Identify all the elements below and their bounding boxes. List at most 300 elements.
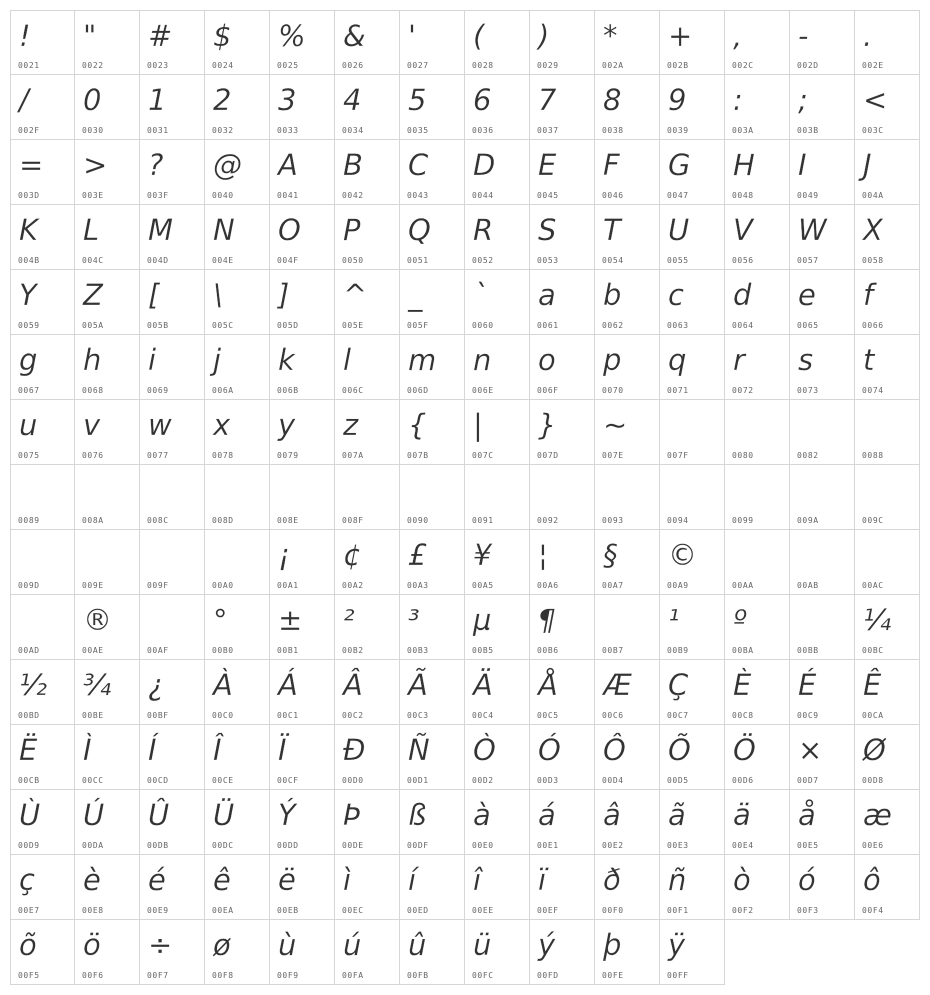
glyph-sample: U [668,213,690,247]
glyph-code-label: 0042 [342,191,364,200]
glyph-cell-00ae [75,595,140,660]
glyph-sample: ñ [668,863,687,897]
glyph-cell-0079 [270,400,335,465]
glyph-cell-00c4 [465,660,530,725]
glyph-code-label: 0045 [537,191,559,200]
glyph-code-label: 00AC [862,581,884,590]
glyph-cell-003c [855,75,920,140]
glyph-cell-00ec [335,855,400,920]
glyph-code-label: 00E9 [147,906,169,915]
glyph-cell-0022 [75,10,140,75]
glyph-cell-003d [10,140,75,205]
glyph-cell-00a5 [465,530,530,595]
glyph-cell-00c9 [790,660,855,725]
glyph-cell-00a1 [270,530,335,595]
glyph-cell-00f6 [75,920,140,985]
glyph-code-label: 00F6 [82,971,104,980]
glyph-sample: ¦ [538,538,548,572]
glyph-sample: w [148,408,172,442]
glyph-cell-002f [10,75,75,140]
glyph-cell-00b7 [595,595,660,660]
glyph-sample: C [408,148,429,182]
glyph-code-label: 00FE [602,971,624,980]
glyph-sample: ] [278,278,290,312]
glyph-cell-0080 [725,400,790,465]
glyph-sample: â [603,798,621,832]
glyph-code-label: 00A6 [537,581,559,590]
glyph-code-label: 0025 [277,61,299,70]
glyph-sample: \ [213,278,223,312]
glyph-code-label: 00CA [862,711,884,720]
glyph-code-label: 0034 [342,126,364,135]
glyph-sample: Á [278,668,298,702]
glyph-sample: ) [538,19,550,53]
glyph-code-label: 0078 [212,451,234,460]
glyph-sample: Ö [733,733,756,767]
glyph-cell-0063 [660,270,725,335]
glyph-sample: 6 [473,83,492,117]
glyph-cell-0069 [140,335,205,400]
glyph-cell-00c2 [335,660,400,725]
glyph-cell-00dd [270,790,335,855]
glyph-sample: i [148,343,157,377]
glyph-code-label: 00ED [407,906,429,915]
glyph-code-label: 0053 [537,256,559,265]
glyph-code-label: 009E [82,581,104,590]
glyph-code-label: 0082 [797,451,819,460]
glyph-sample: Û [148,798,170,832]
glyph-sample: ² [343,603,355,637]
glyph-sample: q [668,343,687,377]
glyph-cell-00f0 [595,855,660,920]
glyph-cell-0073 [790,335,855,400]
glyph-cell-0030 [75,75,140,140]
glyph-cell-00ce [205,725,270,790]
glyph-code-label: 0026 [342,61,364,70]
glyph-code-label: 0074 [862,386,884,395]
glyph-cell-00df [400,790,465,855]
glyph-cell-00e2 [595,790,660,855]
glyph-sample: ê [213,863,231,897]
glyph-code-label: 00AD [18,646,40,655]
glyph-code-label: 007A [342,451,364,460]
glyph-sample: ø [213,928,231,962]
glyph-sample: Õ [668,733,691,767]
glyph-sample: t [863,343,875,377]
glyph-cell-0093 [595,465,660,530]
glyph-code-label: 00DF [407,841,429,850]
glyph-sample: Ë [19,733,38,767]
glyph-sample: b [603,278,622,312]
glyph-cell-007d [530,400,595,465]
glyph-code-label: 0029 [537,61,559,70]
glyph-sample: ± [278,603,303,637]
glyph-code-label: 00BE [82,711,104,720]
glyph-cell-002a [595,10,660,75]
glyph-sample: z [343,408,359,442]
glyph-code-label: 00D7 [797,776,819,785]
glyph-code-label: 007C [472,451,494,460]
glyph-code-label: 005A [82,321,104,330]
glyph-code-label: 0038 [602,126,624,135]
glyph-sample: 9 [668,83,687,117]
glyph-cell-0049 [790,140,855,205]
glyph-sample: V [733,213,753,247]
glyph-cell-0046 [595,140,660,205]
glyph-code-label: 0051 [407,256,429,265]
glyph-cell-00cc [75,725,140,790]
glyph-code-label: 00B9 [667,646,689,655]
glyph-cell-00dc [205,790,270,855]
glyph-sample: þ [603,928,622,962]
glyph-cell-0034 [335,75,400,140]
glyph-code-label: 00A1 [277,581,299,590]
glyph-cell-0091 [465,465,530,530]
glyph-code-label: 00F8 [212,971,234,980]
glyph-sample: ( [473,19,485,53]
glyph-sample: B [343,148,363,182]
glyph-sample: £ [408,538,427,572]
glyph-cell-00c3 [400,660,465,725]
glyph-cell-003f [140,140,205,205]
glyph-code-label: 00BC [862,646,884,655]
glyph-code-label: 006E [472,386,494,395]
glyph-code-label: 0040 [212,191,234,200]
glyph-code-label: 00F7 [147,971,169,980]
glyph-cell-00be [75,660,140,725]
glyph-cell-0092 [530,465,595,530]
glyph-code-label: 0092 [537,516,559,525]
glyph-code-label: 0093 [602,516,624,525]
glyph-code-label: 0068 [82,386,104,395]
glyph-code-label: 00EC [342,906,364,915]
glyph-cell-00b0 [205,595,270,660]
glyph-sample: p [603,343,622,377]
glyph-cell-004c [75,205,140,270]
glyph-sample: § [603,538,618,572]
glyph-cell-00d4 [595,725,660,790]
glyph-code-label: 0041 [277,191,299,200]
glyph-cell-006e [465,335,530,400]
glyph-cell-00f5 [10,920,75,985]
glyph-sample: 8 [603,83,622,117]
glyph-cell-00ba [725,595,790,660]
glyph-code-label: 00F5 [18,971,40,980]
glyph-sample: m [408,343,437,377]
glyph-cell-00b2 [335,595,400,660]
glyph-code-label: 0063 [667,321,689,330]
glyph-code-label: 00E5 [797,841,819,850]
glyph-code-label: 0043 [407,191,429,200]
glyph-code-label: 00EE [472,906,494,915]
glyph-code-label: 00B6 [537,646,559,655]
glyph-sample: ~ [603,408,628,442]
glyph-cell-003e [75,140,140,205]
glyph-cell-008d [205,465,270,530]
glyph-sample: y [278,408,296,442]
glyph-code-label: 00A5 [472,581,494,590]
glyph-code-label: 00C4 [472,711,494,720]
glyph-code-label: 0024 [212,61,234,70]
glyph-cell-0053 [530,205,595,270]
glyph-cell-00d6 [725,725,790,790]
glyph-sample: M [148,213,174,247]
glyph-sample: J [863,148,872,182]
glyph-code-label: 006B [277,386,299,395]
glyph-cell-00e3 [660,790,725,855]
glyph-cell-0025 [270,10,335,75]
glyph-cell-00ad [10,595,75,660]
glyph-code-label: 0023 [147,61,169,70]
glyph-sample: Ó [538,733,561,767]
glyph-sample: & [343,19,366,53]
glyph-cell-0047 [660,140,725,205]
glyph-sample: ¹ [668,603,680,637]
glyph-sample: | [473,408,483,442]
glyph-cell-0043 [400,140,465,205]
glyph-code-label: 009D [18,581,40,590]
glyph-sample: 4 [343,83,362,117]
glyph-code-label: 00BA [732,646,754,655]
glyph-cell-00c5 [530,660,595,725]
glyph-code-label: 00C3 [407,711,429,720]
glyph-code-label: 00DA [82,841,104,850]
glyph-cell-002d [790,10,855,75]
glyph-cell-00f1 [660,855,725,920]
glyph-cell-0089 [10,465,75,530]
glyph-code-label: 008A [82,516,104,525]
glyph-cell-0055 [660,205,725,270]
glyph-cell-0059 [10,270,75,335]
glyph-cell-0067 [10,335,75,400]
glyph-sample: r [733,343,745,377]
glyph-cell-00cf [270,725,335,790]
glyph-code-label: 0036 [472,126,494,135]
glyph-code-label: 0070 [602,386,624,395]
glyph-cell-0066 [855,270,920,335]
glyph-cell-00d5 [660,725,725,790]
glyph-sample: Ï [278,733,287,767]
glyph-cell-00fe [595,920,660,985]
glyph-cell-0042 [335,140,400,205]
glyph-cell-005b [140,270,205,335]
glyph-sample: Ú [83,798,105,832]
glyph-cell-00a6 [530,530,595,595]
glyph-sample: f [863,278,874,312]
glyph-code-label: 004A [862,191,884,200]
glyph-code-label: 00B3 [407,646,429,655]
glyph-cell-00aa [725,530,790,595]
glyph-cell-0024 [205,10,270,75]
glyph-sample: ö [83,928,101,962]
glyph-code-label: 00BD [18,711,40,720]
glyph-sample: P [343,213,361,247]
glyph-sample: Z [83,278,103,312]
glyph-sample: { [408,408,427,442]
glyph-code-label: 0079 [277,451,299,460]
glyph-code-label: 00E8 [82,906,104,915]
glyph-code-label: 0044 [472,191,494,200]
glyph-code-label: 0049 [797,191,819,200]
glyph-sample: Ý [278,798,296,832]
glyph-code-label: 003F [147,191,169,200]
glyph-cell-0023 [140,10,205,75]
glyph-cell-003b [790,75,855,140]
glyph-cell-00bd [10,660,75,725]
glyph-cell-005a [75,270,140,335]
glyph-code-label: 00AE [82,646,104,655]
glyph-code-label: 00E3 [667,841,689,850]
glyph-sample: à [473,798,491,832]
glyph-code-label: 0056 [732,256,754,265]
glyph-sample: e [798,278,816,312]
glyph-sample: Î [213,733,222,767]
glyph-sample: Ã [408,668,428,702]
glyph-code-label: 0039 [667,126,689,135]
glyph-cell-008f [335,465,400,530]
glyph-sample: ý [538,928,556,962]
glyph-code-label: 008E [277,516,299,525]
glyph-sample: : [733,83,743,117]
glyph-cell-009f [140,530,205,595]
glyph-cell-00b1 [270,595,335,660]
glyph-cell-00a0 [205,530,270,595]
glyph-cell-007a [335,400,400,465]
glyph-sample: Í [148,733,157,767]
glyph-sample: É [798,668,817,702]
glyph-cell-00b6 [530,595,595,660]
glyph-code-label: 00A9 [667,581,689,590]
glyph-cell-00ef [530,855,595,920]
glyph-sample: X [863,213,883,247]
glyph-sample: x [213,408,231,442]
glyph-cell-00c6 [595,660,660,725]
glyph-sample: Ü [213,798,235,832]
glyph-sample: } [538,408,557,442]
glyph-code-label: 002A [602,61,624,70]
glyph-sample: / [19,83,29,117]
glyph-cell-0036 [465,75,530,140]
glyph-cell-006a [205,335,270,400]
glyph-cell-0057 [790,205,855,270]
glyph-cell-00f4 [855,855,920,920]
glyph-code-label: 00E2 [602,841,624,850]
glyph-sample: í [408,863,417,897]
glyph-code-label: 00CC [82,776,104,785]
glyph-sample: o [538,343,556,377]
glyph-sample: G [668,148,691,182]
glyph-sample: K [19,213,39,247]
glyph-code-label: 00B1 [277,646,299,655]
glyph-code-label: 00D5 [667,776,689,785]
glyph-sample: 3 [278,83,297,117]
glyph-code-label: 0047 [667,191,689,200]
glyph-cell-00d1 [400,725,465,790]
glyph-code-label: 002E [862,61,884,70]
glyph-code-label: 0027 [407,61,429,70]
glyph-code-label: 004E [212,256,234,265]
glyph-code-label: 009C [862,516,884,525]
glyph-cell-0065 [790,270,855,335]
glyph-code-label: 00CF [277,776,299,785]
glyph-cell-00e1 [530,790,595,855]
glyph-cell-00f2 [725,855,790,920]
glyph-cell-008c [140,465,205,530]
glyph-code-label: 0032 [212,126,234,135]
glyph-cell-0088 [855,400,920,465]
glyph-cell-009a [790,465,855,530]
glyph-sample: © [668,538,697,572]
glyph-cell-00fd [530,920,595,985]
glyph-code-label: 0090 [407,516,429,525]
glyph-sample: ä [733,798,751,832]
glyph-cell-00bc [855,595,920,660]
glyph-code-label: 0080 [732,451,754,460]
glyph-sample: × [798,733,823,767]
glyph-cell-005e [335,270,400,335]
glyph-cell-00fb [400,920,465,985]
glyph-sample: # [148,19,173,53]
glyph-sample: Ì [83,733,92,767]
glyph-sample: - [798,19,809,53]
glyph-cell-00f9 [270,920,335,985]
glyph-code-label: 003B [797,126,819,135]
glyph-sample: ' [408,19,416,53]
glyph-sample: ÷ [148,928,173,962]
glyph-cell-00e8 [75,855,140,920]
glyph-code-label: 0064 [732,321,754,330]
glyph-sample: ; [798,83,808,117]
glyph-code-label: 003D [18,191,40,200]
glyph-code-label: 003E [82,191,104,200]
glyph-cell-00da [75,790,140,855]
glyph-sample: î [473,863,482,897]
glyph-cell-006b [270,335,335,400]
glyph-code-label: 00AB [797,581,819,590]
glyph-sample: ° [213,603,228,637]
glyph-code-label: 00C0 [212,711,234,720]
glyph-code-label: 00D4 [602,776,624,785]
glyph-sample: Q [408,213,431,247]
glyph-cell-00bf [140,660,205,725]
glyph-code-label: 0094 [667,516,689,525]
glyph-cell-0048 [725,140,790,205]
glyph-code-label: 008D [212,516,234,525]
glyph-cell-00e4 [725,790,790,855]
glyph-code-label: 0091 [472,516,494,525]
glyph-cell-0056 [725,205,790,270]
glyph-cell-0045 [530,140,595,205]
glyph-code-label: 00E0 [472,841,494,850]
glyph-sample: À [213,668,233,702]
glyph-sample: $ [213,19,232,53]
glyph-cell-00ea [205,855,270,920]
glyph-sample: ¼ [863,603,892,637]
glyph-code-label: 006D [407,386,429,395]
glyph-code-label: 003A [732,126,754,135]
glyph-sample: Ñ [408,733,430,767]
glyph-code-label: 0035 [407,126,429,135]
glyph-cell-00e9 [140,855,205,920]
glyph-code-label: 007E [602,451,624,460]
glyph-sample: I [798,148,807,182]
glyph-code-label: 007D [537,451,559,460]
glyph-sample: k [278,343,295,377]
glyph-cell-00e5 [790,790,855,855]
glyph-sample: L [83,213,100,247]
glyph-code-label: 00DD [277,841,299,850]
glyph-sample: æ [863,798,892,832]
